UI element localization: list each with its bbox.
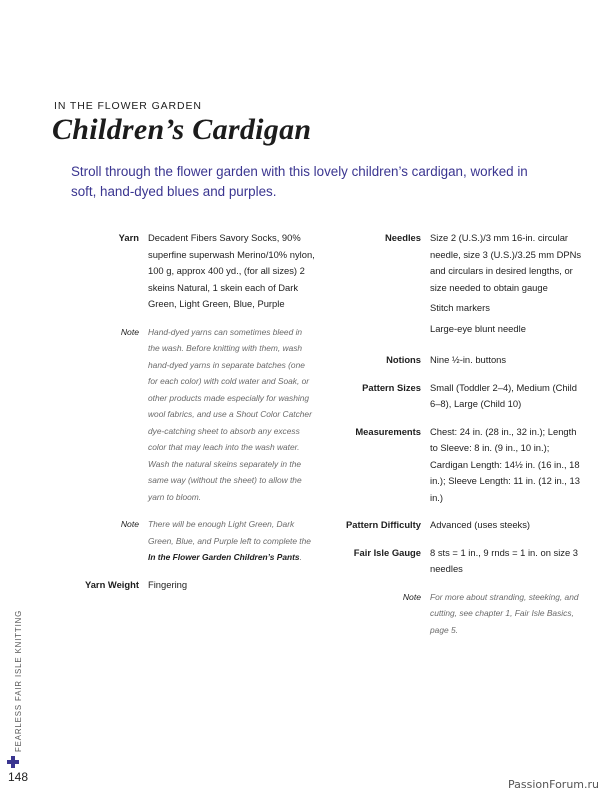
needles-text: Size 2 (U.S.)/3 mm 16-in. circular needle, size 3 (U.S.)/3.25 mm DPNs and circulars in desired lengths, or size needed to obtain gauge — [430, 232, 582, 293]
section-kicker: IN THE FLOWER GARDEN — [54, 100, 202, 112]
note2-main: There will be enough Light Green, Dark Green, Blue, and Purple left to complete the — [148, 519, 311, 546]
measure-label: Measurements — [355, 425, 421, 437]
left-column — [70, 230, 315, 604]
right-column — [320, 230, 585, 649]
gauge-row — [320, 545, 585, 578]
measure-row — [320, 424, 585, 507]
difficulty-label: Pattern Difficulty — [345, 519, 421, 530]
yarn-label: Yarn — [118, 232, 139, 243]
notions-row — [320, 352, 585, 369]
page-title: Children’s Cardigan — [52, 113, 312, 146]
gauge-value: 8 sts = 1 in., 9 rnds = 1 in. on size 3 needles — [430, 546, 578, 574]
note2-row — [70, 516, 315, 566]
weight-label: Yarn Weight — [84, 578, 139, 590]
plus-icon — [7, 756, 19, 768]
weight-row — [70, 577, 315, 594]
stitch-markers: Stitch markers — [430, 302, 490, 313]
difficulty-value: Advanced (uses steeks) — [430, 519, 531, 530]
right-note-row — [320, 589, 585, 639]
note2-text — [148, 516, 315, 566]
yarn-row — [70, 230, 315, 313]
note2-label: Note — [120, 519, 139, 529]
sizes-label: Pattern Sizes — [362, 381, 421, 393]
right-note-text: For more about stranding, steeking, and cutting, see chapter 1, Fair Isle Basics, page 5. — [430, 591, 579, 635]
weight-value: Fingering — [148, 578, 188, 590]
gauge-label: Fair Isle Gauge — [353, 546, 421, 558]
sizes-row — [320, 380, 585, 413]
notions-label: Notions — [386, 354, 421, 365]
needles-row — [320, 230, 585, 341]
yarn-value: Decadent Fibers Savory Socks, 90% superfine superwash Merino/10% nylon, 100 g, approx 400 yd., (for all sizes) 2 skeins Natural, 1 skein each of Dark Green, Light Green, Blue, Purple — [148, 232, 315, 309]
right-note-label: Note — [402, 591, 421, 602]
note1-label: Note — [120, 326, 139, 337]
needles-label: Needles — [385, 232, 421, 243]
difficulty-row — [320, 517, 585, 534]
page-number: 148 — [8, 770, 29, 784]
measure-value: Chest: 24 in. (28 in., 32 in.); Length to Sleeve: 8 in. (9 in., 10 in.); Cardigan Length: 14½ in. (16 in., 18 in.); Sleeve Length: 11 in. (12 in., 13 in.) — [430, 425, 580, 503]
note2-bold-title: In the Flower Garden Children’s Pants — [148, 552, 300, 562]
blunt-needle: Large-eye blunt needle — [430, 322, 526, 334]
sizes-value: Small (Toddler 2–4), Medium (Child 6–8), Large (Child 10) — [430, 381, 577, 409]
needles-value — [430, 230, 585, 341]
note1-row — [70, 324, 315, 506]
watermark: PassionForum.ru — [508, 778, 599, 791]
running-head: FEARLESS FAIR ISLE KNITTING — [14, 609, 23, 752]
note2-end: . — [299, 552, 302, 562]
intro-paragraph: Stroll through the flower garden with this lovely children’s cardigan, worked in soft, hand-dyed blues and purples. — [71, 164, 528, 199]
note1-text: Hand-dyed yarns can sometimes bleed in the wash. Before knitting with them, wash hand-dyed yarns in separate batches (one for each color) with cold water and Soak, or other products made especially for washing wool fabrics, and use a Shout Color Catcher dye-catching sheet to absorb any excess color that may leach into the wash water. Wash the natural skeins separately in the same way (without the sheet) to allow the yarn to bloom. — [148, 326, 312, 502]
notions-value: Nine ½-in. buttons — [430, 354, 507, 365]
